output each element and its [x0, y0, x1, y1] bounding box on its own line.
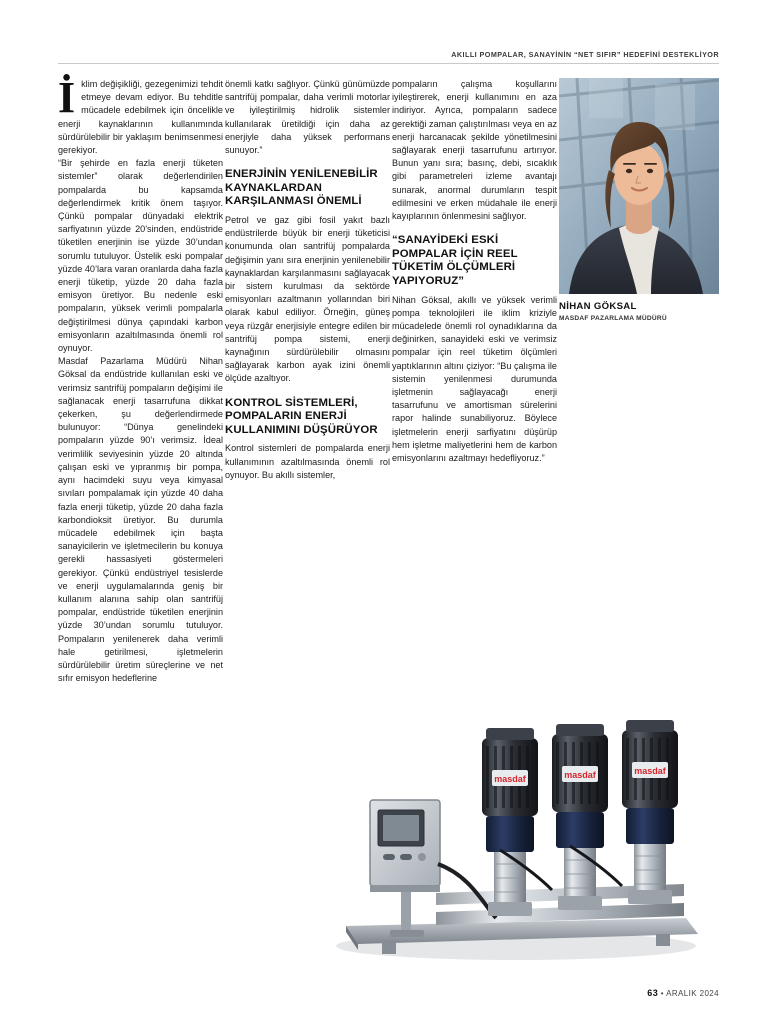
- folio-issue: • ARALIK 2024: [660, 989, 719, 998]
- body-column-3: [392, 78, 557, 465]
- section-heading-quote: “SANAYİDEKİ ESKİ POMPALAR İÇİN REEL TÜKETİM ÖLÇÜMLERİ YAPIYORUZ”: [392, 234, 518, 288]
- portrait-photo: [559, 78, 719, 294]
- paragraph: Masdaf Pazarlama Müdürü Nihan Göksal da endüstride kullanılan eski ve verimsiz santrifüj pompaların değişimi ile sağlanacak enerji tasarrufuna dikkat çekerken, şu değerlendirmede bulunuyor: “Dünya genelindeki pompaların yüzde 90’ı verimsiz. İdeal verimlilik seviyesinin yüzde 20 altında çalışan eski ve yıpranmış bir pompa, aynı hacimdeki suyu veya kimyasal sıvıları pompalamak için yüzde 40 daha fazla enerji tüketip, yüzde 20 daha fazla karbondioksit üretiyor. Bu durumla mücadele edebilmek için başta sanayicilerin ve işletmecilerin bu konuya gerekli hassasiyeti göstermeleri gerekiyor. Çünkü endüstriyel tesislerde ve enerji uygulamalarında geniş bir kullanım alanına sahip olan santrifüj pompalar, endüstride tüketilen enerjinin yüzde 30’undan sorumlu tutuluyor. Pompaların yenilenerek daha verimli hale getirilmesi, işletmelerin sürdürülebilir üretim süreçlerine ve net sıfır emisyon hedeflerine: [58, 356, 223, 684]
- caption-role: MASDAF PAZARLAMA MÜDÜRÜ: [559, 315, 667, 322]
- paragraph: Petrol ve gaz gibi fosil yakıt bazlı endüstrilerde büyük bir enerji tüketicisi konumunda olan santrifüj pompalarda değişimin yanı sıra enerjinin yenilenebilir kaynaklardan karşılanmasını sağlayacak bir sistem kurulması da sektörde emisyonları azaltmanın yollarından biri olarak kabul ediliyor. Örneğin, güneş veya rüzgâr enerjisiyle entegre edilen bir santrifüj pompa sistemi, enerji kaynağının sürdürülebilir olmasını sağlayarak karbon ayak izini önemli ölçüde azaltıyor.: [225, 215, 390, 384]
- pump-unit-2: [552, 724, 608, 910]
- pump-unit-3: [622, 720, 678, 904]
- pump-system-illustration: [286, 650, 726, 970]
- paragraph: önemli katkı sağlıyor. Çünkü günümüzde santrifüj pompalar, daha verimli motorlar ve iyileştirilmiş hidrolik sistemler kullanılarak üretildiği için daha az enerjiyle daha yüksek performans sunuyor.”: [225, 79, 390, 156]
- paragraph: “Bir şehirde en fazla enerji tüketen sistemler” olarak değerlendirilen pompalarda bu kapsamda değerlendirmek kritik önem taşıyor. Çünkü pompalar dünyadaki elektrik sarfiyatının yüzde 20’sinden, endüstride tüketilen enerjinin ise yüzde 30’undan sorumlu tutuluyor. Üstelik eski pompalar yüzde 40’lara varan oranlarda daha fazla enerji tüketip, yüzde 20 daha fazla emisyon üretiyor. Bu nedenle eski pompaların, yüksek verimli pompalarla değiştirilmesi dünya çapındaki karbon emisyonların azaltılmasında önemli rol oynuyor.: [58, 158, 223, 354]
- svg-text:masdaf: masdaf: [564, 770, 596, 780]
- section-heading-energy: ENERJİNİN YENİLENEBİLİR KAYNAKLARDAN KARŞILANMASI ÖNEMLİ: [225, 168, 378, 208]
- svg-text:masdaf: masdaf: [634, 766, 666, 776]
- page-folio: [647, 988, 719, 998]
- header-divider: [58, 63, 719, 64]
- folio-number: 63: [647, 988, 659, 998]
- section-heading-control-systems: KONTROL SİSTEMLERİ, POMPALARIN ENERJİ KULLANIMINI DÜŞÜRÜYOR: [225, 396, 378, 436]
- running-header: AKILLI POMPALAR, SANAYİNİN “NET SIFIR” HEDEFİNİ DESTEKLİYOR: [451, 50, 719, 59]
- paragraph-text: klim değişikliği, gezegenimizi tehdit etmeye devam ediyor. Bu tehditle mücadele edebilmek için öncelikle enerji kaynaklarının kullanımında sürdürülebilir bir yaklaşım benimsenmesi gerekiyor.: [58, 79, 223, 156]
- caption-name: NİHAN GÖKSAL: [559, 301, 637, 312]
- paragraph: Nihan Göksal, akıllı ve yüksek verimli pompa teknolojileri ile iklim kriziyle mücadelede önemli rol oynadıklarına da değinirken, sanayideki eski ve verimsiz pompalar için reel tüketim ölçümleri yaptıklarının altını çiziyor: “Bu çalışma ile sistemin yenilenmesi durumunda işletmenin sağlayacağı enerji tasarrufunu ve amortisman sürelerini rapor halinde sunabiliyoruz. Böylece işletmelerin enerji sarfiyatını düşürüp hem işletme maliyetlerini hem de karbon emisyonlarını azaltmayı hedefliyoruz.”: [392, 294, 557, 464]
- drop-cap: İ: [58, 73, 76, 122]
- photo-caption: [559, 301, 729, 324]
- paragraph: pompaların çalışma koşullarını iyileştirerek, enerji kullanımını en aza indiriyor. Ayrıca, pompaların sadece gerektiği zaman çalıştırılması veya en az enerji harcanacak şekilde yönetilmesini sağlayarak enerji tasarrufunu artırıyor. Bunun yanı sıra; basınç, debi, sıcaklık gibi parametreleri izleme avantajı sunarak, anormal durumların tespit edilmesini ve erken müdahale ile enerji kayıplarının önlenmesini sağlıyor.: [392, 79, 557, 222]
- svg-text:masdaf: masdaf: [494, 774, 526, 784]
- control-panel: [370, 800, 440, 937]
- product-photo: [286, 650, 726, 970]
- paragraph: Kontrol sistemleri de pompalarda enerji kullanımının azaltılmasında önemli rol oynuyor. Bu akıllı sistemler,: [225, 443, 390, 480]
- portrait-illustration: [559, 78, 719, 294]
- paragraph: [58, 73, 223, 157]
- pump-unit-1: [482, 728, 538, 916]
- body-column-2: [225, 78, 390, 482]
- body-column-1: [58, 73, 223, 685]
